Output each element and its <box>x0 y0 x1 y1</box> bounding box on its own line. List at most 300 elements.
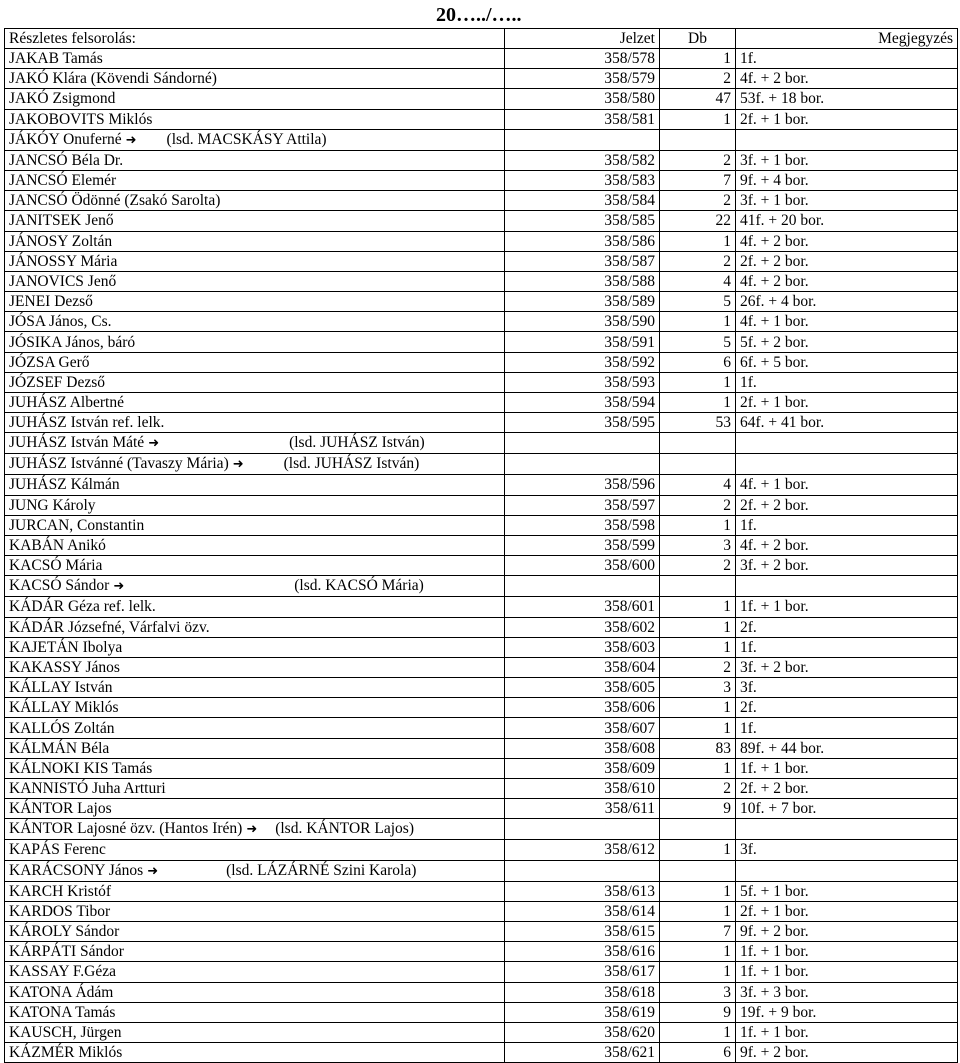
row-jelzet: 358/581 <box>505 109 660 129</box>
row-name: KAUSCH, Jürgen <box>9 1023 122 1041</box>
row-megjegyzes <box>736 576 958 597</box>
cross-reference: (lsd. MACSKÁSY Attila) <box>166 130 327 148</box>
row-megjegyzes: 1f. + 1 bor. <box>736 597 958 617</box>
table-row <box>5 962 958 982</box>
row-name-cell <box>5 962 505 982</box>
listing-table-body <box>5 29 958 1063</box>
row-name-cell <box>5 352 505 372</box>
row-megjegyzes: 2f. + 1 bor. <box>736 109 958 129</box>
row-name-cell <box>5 860 505 881</box>
header-megjegyzes: Megjegyzés <box>736 29 958 49</box>
cross-reference: (lsd. JUHÁSZ István) <box>283 455 420 473</box>
table-row <box>5 332 958 352</box>
row-name: KACSÓ Mária <box>9 557 103 575</box>
row-name-cell <box>5 1043 505 1063</box>
row-name: JÁKÓY Onuferné <box>9 130 122 148</box>
row-name-cell <box>5 921 505 941</box>
row-jelzet: 358/586 <box>505 231 660 251</box>
arrow-right-icon: ➜ <box>147 863 159 879</box>
table-row <box>5 678 958 698</box>
table-header-row <box>5 29 958 49</box>
document-title: 20…../….. <box>436 4 522 26</box>
row-name: KÁZMÉR Miklós <box>9 1044 123 1062</box>
row-jelzet: 358/609 <box>505 758 660 778</box>
row-db: 7 <box>660 921 736 941</box>
row-db: 3 <box>660 535 736 555</box>
row-db: 83 <box>660 738 736 758</box>
row-name: KÁLNOKI KIS Tamás <box>9 759 153 777</box>
row-megjegyzes: 3f. + 3 bor. <box>736 982 958 1002</box>
row-jelzet: 358/611 <box>505 799 660 819</box>
row-db: 1 <box>660 231 736 251</box>
row-jelzet: 358/620 <box>505 1022 660 1042</box>
row-megjegyzes: 9f. + 4 bor. <box>736 170 958 190</box>
row-name-cell <box>5 413 505 433</box>
row-name: KACSÓ Sándor <box>9 577 110 595</box>
table-row <box>5 1022 958 1042</box>
row-megjegyzes: 19f. + 9 bor. <box>736 1002 958 1022</box>
row-name: KAPÁS Ferenc <box>9 841 106 859</box>
row-name-cell <box>5 1022 505 1042</box>
row-db: 1 <box>660 881 736 901</box>
row-jelzet: 358/613 <box>505 881 660 901</box>
row-megjegyzes <box>736 129 958 150</box>
row-jelzet: 358/594 <box>505 393 660 413</box>
row-db <box>660 129 736 150</box>
row-name-cell <box>5 637 505 657</box>
row-jelzet: 358/608 <box>505 738 660 758</box>
row-jelzet <box>505 860 660 881</box>
row-megjegyzes: 3f. + 2 bor. <box>736 657 958 677</box>
table-row <box>5 1043 958 1063</box>
row-db: 2 <box>660 495 736 515</box>
row-db: 2 <box>660 779 736 799</box>
row-jelzet: 358/596 <box>505 475 660 495</box>
row-name: JÓZSEF Dezső <box>9 373 106 391</box>
row-db: 2 <box>660 657 736 677</box>
table-row <box>5 129 958 150</box>
row-db: 5 <box>660 292 736 312</box>
table-row <box>5 840 958 860</box>
row-jelzet: 358/580 <box>505 89 660 109</box>
row-jelzet: 358/605 <box>505 678 660 698</box>
row-jelzet: 358/592 <box>505 352 660 372</box>
row-name-cell <box>5 475 505 495</box>
row-jelzet: 358/584 <box>505 191 660 211</box>
row-name: JUHÁSZ István ref. lelk. <box>9 414 165 432</box>
table-row <box>5 535 958 555</box>
row-jelzet: 358/610 <box>505 779 660 799</box>
row-megjegyzes: 9f. + 2 bor. <box>736 921 958 941</box>
row-db: 3 <box>660 982 736 1002</box>
table-row <box>5 251 958 271</box>
row-megjegyzes: 1f. <box>736 718 958 738</box>
row-megjegyzes: 4f. + 1 bor. <box>736 312 958 332</box>
table-row <box>5 942 958 962</box>
row-db: 7 <box>660 170 736 190</box>
row-megjegyzes: 10f. + 7 bor. <box>736 799 958 819</box>
row-megjegyzes: 89f. + 44 bor. <box>736 738 958 758</box>
row-name: JENEI Dezső <box>9 293 93 311</box>
row-db: 6 <box>660 352 736 372</box>
row-db: 2 <box>660 150 736 170</box>
row-name-cell <box>5 433 505 454</box>
row-jelzet: 358/600 <box>505 556 660 576</box>
row-jelzet: 358/593 <box>505 372 660 392</box>
row-jelzet <box>505 433 660 454</box>
row-megjegyzes: 1f. + 1 bor. <box>736 1022 958 1042</box>
row-megjegyzes: 26f. + 4 bor. <box>736 292 958 312</box>
row-jelzet <box>505 454 660 475</box>
row-name-cell <box>5 535 505 555</box>
row-megjegyzes: 4f. + 2 bor. <box>736 271 958 291</box>
row-name-cell <box>5 454 505 475</box>
row-name: JURCAN, Constantin <box>9 516 145 534</box>
row-name: JUNG Károly <box>9 496 96 514</box>
table-row <box>5 982 958 1002</box>
row-name: KATONA Ádám <box>9 983 114 1001</box>
row-name-cell <box>5 942 505 962</box>
row-megjegyzes: 41f. + 20 bor. <box>736 211 958 231</box>
row-db: 1 <box>660 393 736 413</box>
arrow-right-icon: ➜ <box>232 457 244 473</box>
row-megjegyzes: 4f. + 2 bor. <box>736 231 958 251</box>
table-row <box>5 292 958 312</box>
row-jelzet: 358/615 <box>505 921 660 941</box>
row-megjegyzes: 2f. + 1 bor. <box>736 393 958 413</box>
row-db: 2 <box>660 69 736 89</box>
row-megjegyzes: 2f. + 2 bor. <box>736 779 958 799</box>
row-db <box>660 860 736 881</box>
row-jelzet: 358/617 <box>505 962 660 982</box>
table-row <box>5 819 958 840</box>
row-name: KÁLLAY István <box>9 679 113 697</box>
row-db: 1 <box>660 637 736 657</box>
row-megjegyzes <box>736 454 958 475</box>
row-name: KARCH Kristóf <box>9 882 112 900</box>
row-jelzet <box>505 819 660 840</box>
row-name-cell <box>5 372 505 392</box>
row-db: 5 <box>660 332 736 352</box>
row-megjegyzes: 1f. <box>736 637 958 657</box>
row-name: KABÁN Anikó <box>9 537 106 555</box>
table-row <box>5 372 958 392</box>
row-megjegyzes: 2f. + 2 bor. <box>736 495 958 515</box>
table-row <box>5 881 958 901</box>
row-name-cell <box>5 332 505 352</box>
table-row <box>5 312 958 332</box>
table-row <box>5 657 958 677</box>
row-name-cell <box>5 901 505 921</box>
row-jelzet: 358/595 <box>505 413 660 433</box>
row-megjegyzes: 6f. + 5 bor. <box>736 352 958 372</box>
table-row <box>5 413 958 433</box>
row-name: KÁNTOR Lajos <box>9 800 112 818</box>
row-db: 1 <box>660 698 736 718</box>
row-name-cell <box>5 292 505 312</box>
row-jelzet: 358/598 <box>505 515 660 535</box>
row-db: 1 <box>660 901 736 921</box>
row-name-cell <box>5 69 505 89</box>
row-jelzet: 358/603 <box>505 637 660 657</box>
row-jelzet: 358/579 <box>505 69 660 89</box>
row-db: 1 <box>660 49 736 69</box>
table-row <box>5 393 958 413</box>
row-megjegyzes: 2f. <box>736 698 958 718</box>
row-name-cell <box>5 738 505 758</box>
row-db: 2 <box>660 191 736 211</box>
table-row <box>5 758 958 778</box>
row-jelzet: 358/587 <box>505 251 660 271</box>
arrow-right-icon: ➜ <box>246 822 258 838</box>
row-name-cell <box>5 698 505 718</box>
row-name-cell <box>5 231 505 251</box>
row-db: 22 <box>660 211 736 231</box>
row-name: JANITSEK Jenő <box>9 212 114 230</box>
row-name-cell <box>5 758 505 778</box>
row-name-cell <box>5 495 505 515</box>
row-db: 1 <box>660 942 736 962</box>
cross-reference: (lsd. JUHÁSZ István) <box>289 434 425 452</box>
row-name: JUHÁSZ Albertné <box>9 394 124 412</box>
row-megjegyzes: 1f. + 1 bor. <box>736 758 958 778</box>
row-name: KÁRPÁTI Sándor <box>9 943 124 961</box>
table-row <box>5 191 958 211</box>
row-db: 2 <box>660 556 736 576</box>
row-name: KÁLMÁN Béla <box>9 739 110 757</box>
row-jelzet: 358/590 <box>505 312 660 332</box>
row-megjegyzes <box>736 433 958 454</box>
table-row <box>5 150 958 170</box>
row-megjegyzes: 4f. + 1 bor. <box>736 475 958 495</box>
table-row <box>5 433 958 454</box>
cross-reference: (lsd. KÁNTOR Lajos) <box>275 820 414 838</box>
row-name: KAKASSY János <box>9 658 120 676</box>
table-row <box>5 556 958 576</box>
row-jelzet: 358/599 <box>505 535 660 555</box>
row-megjegyzes: 3f. + 1 bor. <box>736 150 958 170</box>
table-row <box>5 352 958 372</box>
row-name-cell <box>5 840 505 860</box>
row-name-cell <box>5 150 505 170</box>
row-jelzet: 358/591 <box>505 332 660 352</box>
row-name-cell <box>5 556 505 576</box>
row-db: 4 <box>660 475 736 495</box>
row-megjegyzes: 2f. <box>736 617 958 637</box>
row-megjegyzes: 4f. + 2 bor. <box>736 535 958 555</box>
row-jelzet: 358/602 <box>505 617 660 637</box>
row-db: 1 <box>660 372 736 392</box>
row-name-cell <box>5 576 505 597</box>
row-db: 4 <box>660 271 736 291</box>
row-name-cell <box>5 271 505 291</box>
row-name: KATONA Tamás <box>9 1003 116 1021</box>
row-db <box>660 454 736 475</box>
row-jelzet: 358/597 <box>505 495 660 515</box>
table-row <box>5 799 958 819</box>
row-db: 9 <box>660 1002 736 1022</box>
row-megjegyzes: 1f. <box>736 49 958 69</box>
row-megjegyzes: 5f. + 1 bor. <box>736 881 958 901</box>
row-megjegyzes <box>736 819 958 840</box>
row-name-cell <box>5 617 505 637</box>
table-row <box>5 1002 958 1022</box>
row-db: 3 <box>660 678 736 698</box>
row-jelzet: 358/612 <box>505 840 660 860</box>
table-row <box>5 921 958 941</box>
row-megjegyzes: 3f. + 1 bor. <box>736 191 958 211</box>
row-name: JÓSIKA János, báró <box>9 333 136 351</box>
row-jelzet: 358/588 <box>505 271 660 291</box>
row-name-cell <box>5 678 505 698</box>
row-name: KANNISTÓ Juha Artturi <box>9 780 166 798</box>
row-megjegyzes: 3f. <box>736 840 958 860</box>
row-name: JÓZSA Gerő <box>9 353 90 371</box>
row-name-cell <box>5 819 505 840</box>
row-db: 6 <box>660 1043 736 1063</box>
table-row <box>5 901 958 921</box>
table-row <box>5 637 958 657</box>
table-row <box>5 170 958 190</box>
table-row <box>5 454 958 475</box>
listing-table <box>4 28 958 1063</box>
row-db: 1 <box>660 597 736 617</box>
row-megjegyzes: 9f. + 2 bor. <box>736 1043 958 1063</box>
row-jelzet: 358/616 <box>505 942 660 962</box>
row-db: 1 <box>660 962 736 982</box>
row-name: JÁNOSSY Mária <box>9 252 118 270</box>
row-megjegyzes: 1f. <box>736 515 958 535</box>
row-db: 1 <box>660 1022 736 1042</box>
row-name-cell <box>5 109 505 129</box>
row-db: 1 <box>660 718 736 738</box>
row-megjegyzes: 1f. <box>736 372 958 392</box>
row-megjegyzes: 1f. + 1 bor. <box>736 942 958 962</box>
cross-reference: (lsd. KACSÓ Mária) <box>294 577 424 595</box>
row-jelzet: 358/585 <box>505 211 660 231</box>
table-row <box>5 109 958 129</box>
header-name: Részletes felsorolás: <box>5 29 505 49</box>
row-name: KAJETÁN Ibolya <box>9 638 123 656</box>
row-megjegyzes: 53f. + 18 bor. <box>736 89 958 109</box>
row-db: 1 <box>660 109 736 129</box>
row-db: 53 <box>660 413 736 433</box>
row-jelzet: 358/619 <box>505 1002 660 1022</box>
row-name-cell <box>5 89 505 109</box>
row-jelzet: 358/604 <box>505 657 660 677</box>
row-name: JUHÁSZ Istvánné (Tavaszy Mária) <box>9 455 229 473</box>
table-row <box>5 515 958 535</box>
row-db: 1 <box>660 617 736 637</box>
row-megjegyzes: 5f. + 2 bor. <box>736 332 958 352</box>
row-name: JAKAB Tamás <box>9 50 103 68</box>
row-jelzet: 358/582 <box>505 150 660 170</box>
row-jelzet <box>505 576 660 597</box>
row-name: KALLÓS Zoltán <box>9 719 115 737</box>
row-name: JANCSÓ Béla Dr. <box>9 151 124 169</box>
row-name-cell <box>5 49 505 69</box>
row-name-cell <box>5 881 505 901</box>
row-jelzet: 358/589 <box>505 292 660 312</box>
row-name: KÁROLY Sándor <box>9 923 120 941</box>
row-jelzet: 358/607 <box>505 718 660 738</box>
row-name: KÁDÁR Géza ref. lelk. <box>9 598 156 616</box>
row-name: JAKOBOVITS Miklós <box>9 110 153 128</box>
row-name-cell <box>5 211 505 231</box>
row-name: KARDOS Tibor <box>9 902 111 920</box>
row-name: JANOVICS Jenő <box>9 272 117 290</box>
table-row <box>5 495 958 515</box>
row-megjegyzes: 3f. <box>736 678 958 698</box>
row-megjegyzes: 1f. + 1 bor. <box>736 962 958 982</box>
table-row <box>5 698 958 718</box>
row-name: JAKÓ Zsigmond <box>9 90 116 108</box>
table-row <box>5 617 958 637</box>
row-name: KÁDÁR Józsefné, Várfalvi özv. <box>9 618 210 636</box>
row-jelzet: 358/614 <box>505 901 660 921</box>
row-name: KÁLLAY Miklós <box>9 699 119 717</box>
row-name-cell <box>5 799 505 819</box>
row-megjegyzes: 64f. + 41 bor. <box>736 413 958 433</box>
table-row <box>5 475 958 495</box>
row-name: JÓSA János, Cs. <box>9 313 112 331</box>
arrow-right-icon: ➜ <box>148 436 160 452</box>
row-name: JANCSÓ Elemér <box>9 172 117 190</box>
arrow-right-icon: ➜ <box>113 579 125 595</box>
row-megjegyzes <box>736 860 958 881</box>
table-row <box>5 271 958 291</box>
table-row <box>5 576 958 597</box>
table-row <box>5 49 958 69</box>
header-db: Db <box>660 29 736 49</box>
row-name: JUHÁSZ Kálmán <box>9 476 120 494</box>
row-jelzet: 358/618 <box>505 982 660 1002</box>
table-row <box>5 718 958 738</box>
row-name-cell <box>5 982 505 1002</box>
row-megjegyzes: 4f. + 2 bor. <box>736 69 958 89</box>
row-name: KÁNTOR Lajosné özv. (Hantos Irén) <box>9 820 243 838</box>
row-name: KASSAY F.Géza <box>9 963 116 981</box>
row-name-cell <box>5 718 505 738</box>
row-jelzet: 358/583 <box>505 170 660 190</box>
row-name: JANCSÓ Ödönné (Zsakó Sarolta) <box>9 192 221 210</box>
row-jelzet: 358/606 <box>505 698 660 718</box>
row-name: JAKÓ Klára (Kövendi Sándorné) <box>9 70 217 88</box>
row-megjegyzes: 2f. + 2 bor. <box>736 251 958 271</box>
row-name: KARÁCSONY János <box>9 861 144 879</box>
table-row <box>5 89 958 109</box>
row-db: 1 <box>660 515 736 535</box>
row-db: 47 <box>660 89 736 109</box>
row-db <box>660 576 736 597</box>
header-jelzet: Jelzet <box>505 29 660 49</box>
row-name-cell <box>5 393 505 413</box>
row-name-cell <box>5 191 505 211</box>
row-jelzet <box>505 129 660 150</box>
row-name-cell <box>5 251 505 271</box>
row-db: 1 <box>660 840 736 860</box>
row-name: JÁNOSY Zoltán <box>9 232 113 250</box>
table-row <box>5 231 958 251</box>
row-db <box>660 819 736 840</box>
row-jelzet: 358/601 <box>505 597 660 617</box>
arrow-right-icon: ➜ <box>125 132 137 148</box>
table-row <box>5 860 958 881</box>
row-megjegyzes: 3f. + 2 bor. <box>736 556 958 576</box>
table-row <box>5 597 958 617</box>
row-db: 1 <box>660 312 736 332</box>
table-row <box>5 779 958 799</box>
